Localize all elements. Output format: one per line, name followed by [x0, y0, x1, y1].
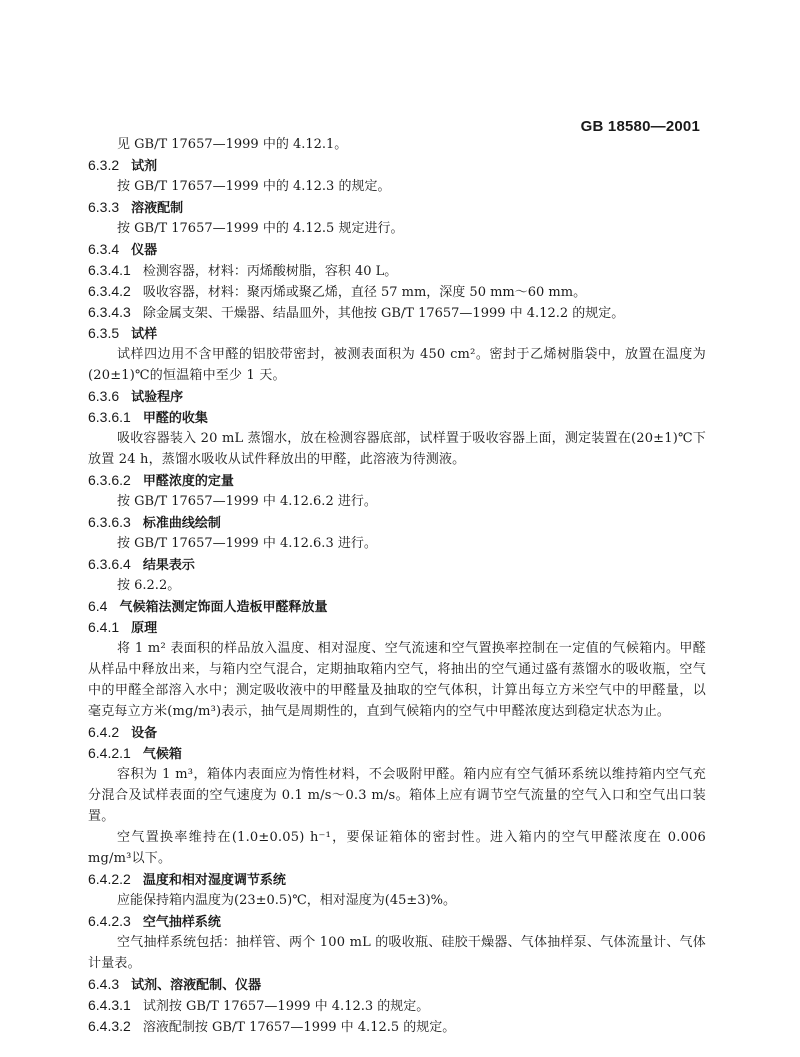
- section-title: 仪器: [131, 243, 158, 258]
- standard-code-header: GB 18580—2001: [580, 118, 700, 135]
- clause-6-4-3-1: [88, 995, 706, 1016]
- section-title: 标准曲线绘制: [142, 516, 221, 531]
- body-text: 按 GB/T 17657—1999 中的 4.12.5 规定进行。: [117, 221, 404, 236]
- section-title: 甲醛浓度的定量: [142, 474, 234, 489]
- clause-text: 除金属支架、干燥器、结晶皿外，其他按 GB/T 17657—1999 中 4.12.2 的规定。: [142, 306, 625, 321]
- section-title: 试样: [131, 327, 158, 342]
- section-number: 6.4.2.2: [88, 871, 131, 887]
- section-title: 结果表示: [142, 558, 195, 573]
- body-text: 按 GB/T 17657—1999 中 4.12.6.2 进行。: [117, 494, 377, 509]
- body-text: 见 GB/T 17657—1999 中的 4.12.1。: [117, 137, 348, 152]
- section-number: 6.4.2: [88, 724, 120, 740]
- paragraph: 试样四边用不含甲醛的铝胶带密封，被测表面积为 450 cm²。密封于乙烯树脂袋中，放置在温度为(20±1)℃的恒温箱中至少 1 天。: [88, 347, 706, 383]
- section-number: 6.4.1: [88, 619, 120, 635]
- clause-6-3-4-3: [88, 302, 706, 323]
- clause-text: 吸收容器，材料：聚丙烯或聚乙烯，直径 57 mm，深度 50 mm～60 mm。: [142, 285, 587, 300]
- section-title: 气候箱: [142, 747, 182, 762]
- paragraph: 吸收容器装入 20 mL 蒸馏水，放在检测容器底部，试样置于吸收容器上面，测定装置在(20±1)℃下放置 24 h，蒸馏水吸收从试件释放出的甲醛，此溶液为待测液。: [88, 431, 706, 467]
- clause-text: 检测容器，材料：丙烯酸树脂，容积 40 L。: [142, 264, 398, 279]
- section-heading-6-3-6: [88, 386, 706, 407]
- section-title: 试验程序: [131, 390, 184, 405]
- section-heading-6-3-6-3: [88, 512, 706, 533]
- section-number: 6.4.2.3: [88, 913, 131, 929]
- clause-6-3-4-1: [88, 260, 706, 281]
- clause-number: 6.4.3.1: [88, 997, 131, 1013]
- clause-number: 6.3.4.3: [88, 304, 131, 320]
- section-heading-6-3-6-2: [88, 470, 706, 491]
- section-heading-6-3-5: [88, 323, 706, 344]
- section-title: 溶液配制: [131, 201, 184, 216]
- paragraph: 容积为 1 m³，箱体内表面应为惰性材料，不会吸附甲醛。箱内应有空气循环系统以维持箱内空气充分混合及试样表面的空气速度为 0.1 m/s～0.3 m/s。箱体上应有调节空气流量的空气入口和空气出口装置。: [88, 767, 706, 824]
- section-heading-6-3-6-1: [88, 407, 706, 428]
- section-title: 试剂: [131, 159, 158, 174]
- section-number: 6.3.3: [88, 199, 120, 215]
- document-body: [88, 134, 706, 1037]
- section-number: 6.3.6.1: [88, 409, 131, 425]
- section-heading-6-3-6-4: [88, 554, 706, 575]
- section-title: 甲醛的收集: [142, 411, 208, 426]
- section-number: 6.4.2.1: [88, 745, 131, 761]
- section-heading-6-4-2-1: [88, 743, 706, 764]
- clause-text: 溶液配制按 GB/T 17657—1999 中 4.12.5 的规定。: [142, 1020, 456, 1035]
- body-text: 按 GB/T 17657—1999 中 4.12.6.3 进行。: [117, 536, 377, 551]
- clause-number: 6.3.4.1: [88, 262, 131, 278]
- clause-6-3-4-2: [88, 281, 706, 302]
- section-number: 6.3.6.2: [88, 472, 131, 488]
- section-number: 6.3.6.3: [88, 514, 131, 530]
- section-number: 6.3.2: [88, 157, 120, 173]
- section-heading-6-3-2: [88, 155, 706, 176]
- clause-text: 试剂按 GB/T 17657—1999 中 4.12.3 的规定。: [142, 999, 430, 1014]
- section-number: 6.3.5: [88, 325, 120, 341]
- section-number: 6.3.6: [88, 388, 120, 404]
- section-title: 温度和相对湿度调节系统: [142, 873, 286, 888]
- section-heading-6-4-2: [88, 722, 706, 743]
- section-heading-6-4-1: [88, 617, 706, 638]
- paragraph: 空气置换率维持在(1.0±0.05) h⁻¹，要保证箱体的密封性。进入箱内的空气甲醛浓度在 0.006 mg/m³以下。: [88, 830, 706, 866]
- section-heading-6-4-2-2: [88, 869, 706, 890]
- section-heading-6-4-2-3: [88, 911, 706, 932]
- section-heading-6-4-3: [88, 974, 706, 995]
- section-title: 气候箱法测定饰面人造板甲醛释放量: [119, 600, 328, 615]
- paragraph: 将 1 m² 表面积的样品放入温度、相对湿度、空气流速和空气置换率控制在一定值的气候箱内。甲醛从样品中释放出来，与箱内空气混合，定期抽取箱内空气，将抽出的空气通过盛有蒸馏水的吸收瓶，空气中的甲醛全部溶入水中；测定吸收液中的甲醛量及抽取的空气体积，计算出每立方米空气中的甲醛量，以毫克每立方米(mg/m³)表示，抽气是周期性的，直到气候箱内的空气中甲醛浓度达到稳定状态为止。: [88, 641, 706, 719]
- section-heading-6-3-3: [88, 197, 706, 218]
- section-heading-6-3-4: [88, 239, 706, 260]
- paragraph: 空气抽样系统包括：抽样管、两个 100 mL 的吸收瓶、硅胶干燥器、气体抽样泵、气体流量计、气体计量表。: [88, 935, 706, 971]
- section-heading-6-4: [88, 596, 706, 617]
- clause-number: 6.3.4.2: [88, 283, 131, 299]
- section-title: 原理: [131, 621, 158, 636]
- section-title: 试剂、溶液配制、仪器: [131, 978, 262, 993]
- section-number: 6.3.6.4: [88, 556, 131, 572]
- section-number: 6.4: [88, 598, 108, 614]
- section-title: 空气抽样系统: [142, 915, 221, 930]
- clause-number: 6.4.3.2: [88, 1018, 131, 1034]
- body-text: 按 GB/T 17657—1999 中的 4.12.3 的规定。: [117, 179, 391, 194]
- section-title: 设备: [131, 726, 158, 741]
- body-text: 应能保持箱内温度为(23±0.5)℃，相对湿度为(45±3)%。: [117, 893, 456, 908]
- section-number: 6.3.4: [88, 241, 120, 257]
- clause-6-4-3-2: [88, 1016, 706, 1037]
- section-number: 6.4.3: [88, 976, 120, 992]
- body-text: 按 6.2.2。: [117, 578, 181, 593]
